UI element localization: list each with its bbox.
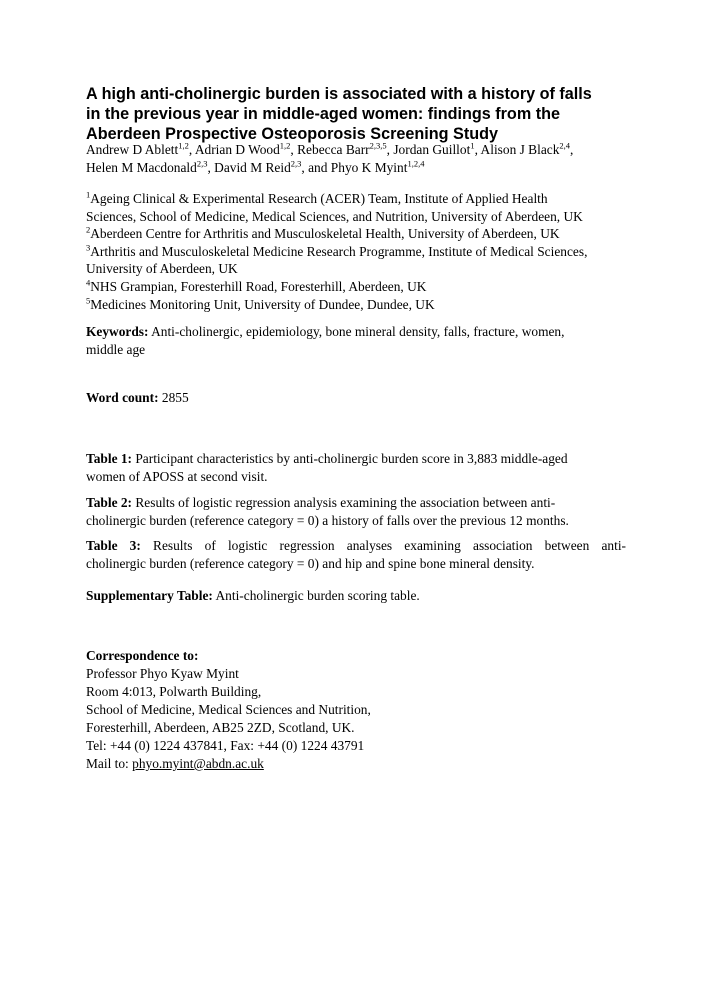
title-line: A high anti-cholinergic burden is associated with a history of falls (86, 85, 592, 103)
affiliation-item: University of Aberdeen, UK (86, 261, 238, 277)
correspondence-heading: Correspondence to: (86, 648, 199, 663)
title-line: in the previous year in middle-aged women: findings from the (86, 105, 560, 123)
keywords-text: Anti-cholinergic, epidemiology, bone mineral density, falls, fracture, women, (148, 324, 565, 339)
affiliation-list (86, 190, 646, 313)
correspondence-line: Tel: +44 (0) 1224 437841, Fax: +44 (0) 1224 43791 (86, 738, 365, 753)
author-line: Andrew D Ablett$^{1,2}$, Adrian D Wood$^{1,2}$, Rebecca Barr$^{2,3,5}$, Jordan Guillot$^1$, Alison J Black$^{2,4}$, (86, 140, 574, 157)
correspondence (86, 647, 626, 773)
mail-label: Mail to: (86, 756, 133, 771)
paper-title (86, 84, 646, 144)
word-count-label: Word count: (86, 390, 159, 405)
author-affiliation: 2,4 (559, 140, 571, 151)
affiliation-item: $^3$Arthritis and Musculoskeletal Medicine Research Programme, Institute of Medical Sciences, (86, 242, 588, 259)
author-affiliation: 1,2,4 (407, 158, 425, 169)
table-label: Table 3: (86, 538, 141, 553)
supplementary-table-caption: Supplementary Table: Anti-cholinergic burden scoring table. (86, 588, 420, 603)
word-count (86, 389, 626, 407)
correspondence-line: School of Medicine, Medical Sciences and Nutrition, (86, 702, 371, 717)
title-line: Aberdeen Prospective Osteoporosis Screening Study (86, 125, 498, 143)
word-count-value: 2855 (158, 390, 189, 405)
author-affiliation: 1,2 (178, 140, 189, 151)
table-2-caption: Table 2: Results of logistic regression analysis examining the association between anti- cholinergic burden (reference category = 0) a history of falls over the previous 12 months. (86, 495, 569, 528)
author-name: Adrian D Wood (194, 142, 280, 157)
author-name: David M Reid (214, 160, 291, 175)
keywords (86, 323, 626, 359)
table-label: Table 2: (86, 495, 133, 510)
table-1-caption: Table 1: Participant characteristics by anti-cholinergic burden score in 3,883 middle-aged women of APOSS at second visit. (86, 451, 568, 484)
author-line: Helen M Macdonald$^{2,3}$, David M Reid$^{2,3}$, and Phyo K Myint$^{1,2,4}$ (86, 158, 425, 175)
email-link[interactable]: phyo.myint@abdn.ac.uk (132, 756, 264, 771)
author-name: Jordan Guillot (393, 142, 471, 157)
table-label: Table 1: (86, 451, 133, 466)
correspondence-line: Room 4:013, Polwarth Building, (86, 684, 262, 699)
author-name: Phyo K Myint (330, 160, 408, 175)
correspondence-line: Professor Phyo Kyaw Myint (86, 666, 239, 681)
affiliation-item: $^2$Aberdeen Centre for Arthritis and Musculoskeletal Health, University of Aberdeen, UK (86, 224, 560, 242)
affiliation-item: $^5$Medicines Monitoring Unit, University of Dundee, Dundee, UK (86, 295, 435, 312)
author-name: Andrew D Ablett (86, 142, 179, 157)
keywords-label: Keywords: (86, 324, 149, 339)
author-name: Rebecca Barr (297, 142, 370, 157)
affiliation-item: $^1$Ageing Clinical & Experimental Research (ACER) Team, Institute of Applied Health (86, 189, 548, 206)
keywords-text: middle age (86, 342, 146, 357)
table-3-caption: Table 3: Results of logistic regression analyses examining association between anti- cholinergic burden (reference category = 0) and hip and spine bone mineral density. (86, 538, 626, 571)
author-affiliation: 2,3 (290, 158, 302, 169)
author-name: Alison J Black (480, 142, 560, 157)
correspondence-line: Foresterhill, Aberdeen, AB25 2ZD, Scotland, UK. (86, 720, 355, 735)
affiliation-item: $^4$NHS Grampian, Foresterhill Road, Foresterhill, Aberdeen, UK (86, 277, 427, 294)
author-affiliation: 2,3,5 (369, 140, 387, 151)
author-affiliation: 1,2 (279, 140, 291, 151)
table-label: Supplementary Table: (86, 588, 213, 603)
affiliation-item: Sciences, School of Medicine, Medical Sciences, and Nutrition, University of Aberdeen, UK (86, 208, 583, 224)
author-affiliation: 2,3 (196, 158, 208, 169)
author-affiliation: 1 (470, 140, 475, 151)
author-list (86, 141, 646, 177)
author-name: Helen M Macdonald (86, 160, 197, 175)
